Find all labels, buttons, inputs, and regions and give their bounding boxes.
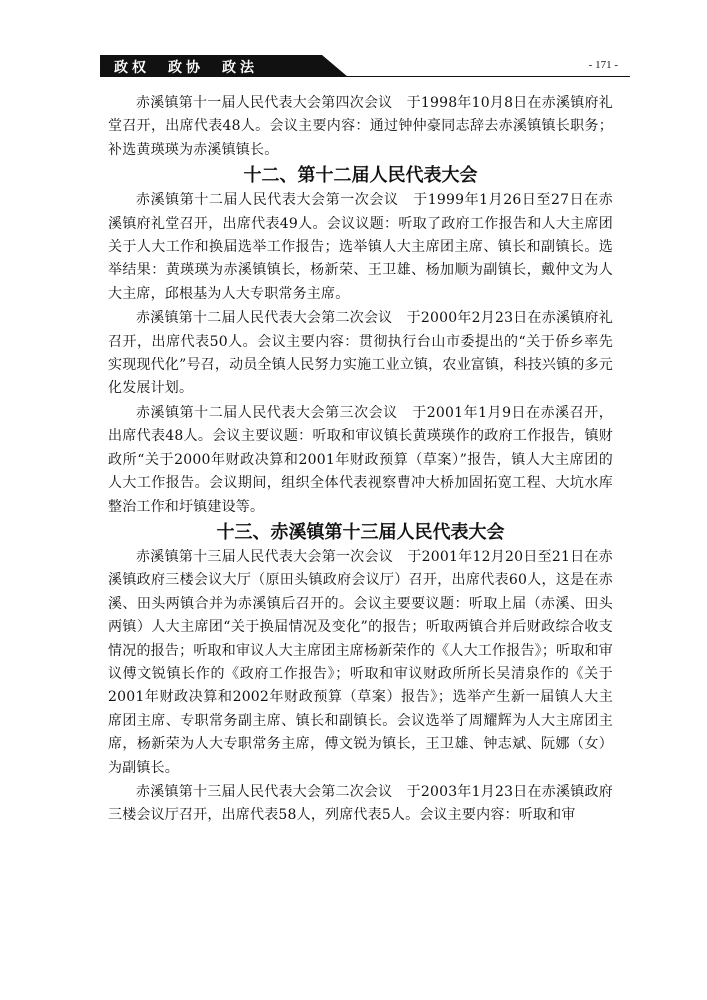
paragraph-13th-2nd-session: 赤溪镇第十三届人民代表大会第二次会议 于2003年1月23日在赤溪镇政府三楼会议厅召开，出席代表58人，列席代表5人。会议主要内容：听取和审	[108, 783, 613, 824]
paragraph-13th-1st-session: 赤溪镇第十三届人民代表大会第一次会议 于2001年12月20日至21日在赤溪镇政府三楼会议大厅（原田头镇政府会议厅）召开，出席代表60人，这是在赤溪、田头两镇合并为赤溪镇后召开的。会议主要要议题：听取上届（赤溪、田头两镇）人大主席团“关于换届情况及变化”的报告；听取两镇合并后财政综合收支情况的报告；听取和审议人大主席团主席杨新荣作的《人大工作报告》；听取和审议傅文锐镇长作的《政府工作报告》；听取和审议财政所所长吴清泉作的《关于2001年财政决算和2002年财政预算（草案）报告》；选举产生新一届镇人大主席团主席、专职常务副主席、镇长和副镇长。会议选举了周耀辉为人大主席团主席，杨新荣为人大专职常务主席，傅文锐为镇长，王卫雄、钟志斌、阮娜（女）为副镇长。	[108, 548, 613, 776]
header-rule	[100, 76, 630, 77]
paragraph-12th-3rd-session: 赤溪镇第十二届人民代表大会第三次会议 于2001年1月9日在赤溪召开，出席代表48人。会议主要议题：听取和审议镇长黄瑛瑛作的政府工作报告，镇财政所“关于2000年财政决算和2001年财政预算（草案）”报告，镇人大主席团的人大工作报告。会议期间，组织全体代表视察曹冲大桥加固拓宽工程、大坑水库整治工作和圩镇建设等。	[108, 404, 613, 515]
section-heading-12th-congress: 十二、第十二届人民代表大会	[243, 165, 478, 187]
page-body	[108, 92, 613, 829]
header-title: 政权 政协 政法	[114, 60, 258, 76]
paragraph-12th-2nd-session: 赤溪镇第十二届人民代表大会第二次会议 于2000年2月23日在赤溪镇府礼召开，出席代表50人。会议主要内容：贯彻执行台山市委提出的“关于侨乡率先实现现代化”号召，动员全镇人民努力实施工业立镇，农业富镇，科技兴镇的多元化发展计划。	[108, 310, 613, 397]
paragraph-11th-4th-session: 赤溪镇第十一届人民代表大会第四次会议 于1998年10月8日在赤溪镇府礼堂召开，出席代表48人。会议主要内容：通过钟仲豪同志辞去赤溪镇镇长职务；补选黄瑛瑛为赤溪镇镇长。	[108, 95, 613, 158]
section-heading-13th-congress: 十三、赤溪镇第十三届人民代表大会	[216, 521, 505, 543]
header-band	[100, 55, 348, 77]
page-number: - 171 -	[588, 59, 618, 71]
paragraph-12th-1st-session: 赤溪镇第十二届人民代表大会第一次会议 于1999年1月26日至27日在赤溪镇府礼堂召开，出席代表49人。会议议题：听取了政府工作报告和人大主席团关于人大工作和换届选举工作报告；选举镇人大主席团主席、镇长和副镇长。选举结果：黄瑛瑛为赤溪镇镇长，杨新荣、王卫雄、杨加顺为副镇长，戴仲文为人大主席，邱根基为人大专职常务主席。	[108, 192, 613, 302]
running-header	[100, 55, 630, 77]
